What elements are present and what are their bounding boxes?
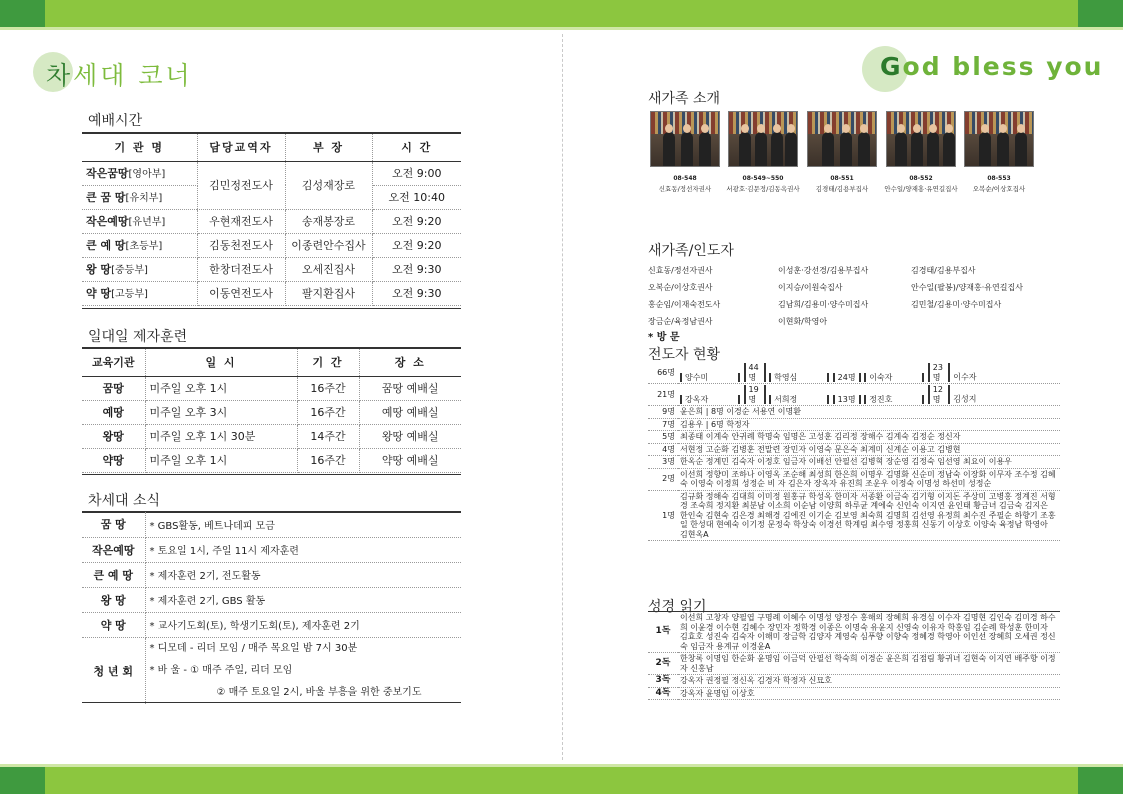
count-cell: 3명 — [648, 456, 678, 469]
names-cell: 강옥자 윤명임 이상호 — [678, 687, 1060, 700]
table-row — [648, 675, 1060, 688]
org-cell: 꿈 땅 — [82, 512, 145, 537]
photo-caption: 김경태/김용부집사 — [815, 185, 869, 193]
table-row — [648, 362, 1060, 384]
person-name: 김성지 — [953, 394, 977, 404]
photo-number: 08-549~550 — [742, 175, 784, 182]
section-rule — [82, 308, 461, 309]
table-row — [82, 637, 461, 704]
photo-caption: 오복순/이상호집사 — [972, 185, 1026, 193]
evangelist-entry: 신효동/정선자권사 — [648, 266, 713, 275]
head-cell: 오세진집사 — [285, 257, 372, 281]
names-cell: 이선희 고창자 양필엽 구명례 이혜수 이명성 양정수 홍해의 장혜희 유경심 이수자 김명현 김인숙 김미경 하수희 이윤경 이수현 김혜수 장민자 정학경 이종은 이명숙 유윤지 신영숙 이유자 학홍임 김순례 학성훈 한미자 김효호 성진숙 김숙자 이해미 장금학 김양자 계영숙 심푸향 이향숙 정혜경 학영아 이인선 장혜희 오세권 정신숙 임금자 용계규 이경윤A — [678, 612, 1060, 653]
time-cell: 오전 9:20 — [372, 209, 461, 233]
count-cell: 2명 — [648, 468, 678, 490]
col-header: 교육기관 — [82, 349, 145, 376]
photo-caption: 신효동/정선자권사 — [658, 185, 712, 193]
table-row — [648, 406, 1060, 419]
evangelist-entry: 오복순/이상호권사 — [648, 283, 713, 292]
org-cell: 큰 예 땅 — [82, 562, 145, 587]
family-photo — [886, 111, 956, 167]
count-label: 13명 — [833, 395, 861, 405]
training-table — [82, 349, 461, 473]
place-cell: 왕땅 예배실 — [359, 424, 461, 448]
corner-block — [1078, 0, 1123, 30]
table-row — [648, 384, 1060, 406]
youth-line: ② 매주 토요일 2시, 바울 부흥을 위한 중보기도 — [216, 686, 422, 698]
names-cell — [678, 384, 1060, 406]
heading-rest: 세대 코너 — [73, 61, 193, 90]
time-cell: 오전 9:30 — [372, 281, 461, 305]
person-name: 이숙자 — [864, 373, 924, 383]
table-row — [82, 448, 461, 472]
col-header: 기 간 — [297, 349, 359, 376]
youth-news — [145, 637, 461, 704]
person-name: 학영심 — [769, 373, 829, 383]
heading-first-letter: G — [880, 52, 903, 81]
photo-number: 08-551 — [830, 175, 854, 182]
table-row — [82, 512, 461, 537]
page-divider — [562, 34, 563, 760]
names-cell: 서현정 고순화 김병훈 전말련 장민자 이영숙 문은숙 최계미 신계순 이용고 김병현 — [678, 443, 1060, 456]
person-name: 이수자 — [953, 372, 977, 382]
table-row — [648, 612, 1060, 653]
table-row — [648, 653, 1060, 675]
org-name: 왕 땅[중등부] — [82, 257, 197, 281]
news-table — [82, 512, 461, 704]
news-text: * 제자훈련 2기, GBS 활동 — [145, 587, 461, 612]
photo-number: 08-553 — [987, 175, 1011, 182]
count-cell: 9명 — [648, 406, 678, 419]
org-name: 큰 예 땅[초등부] — [82, 233, 197, 257]
count-label: 12명 — [928, 385, 950, 404]
time-cell: 오전 9:00 — [372, 161, 461, 185]
evangelist-entry: 김민철/김용미·양수미집사 — [911, 300, 1002, 309]
org-cell: 작은예땅 — [82, 537, 145, 562]
duration-cell: 16주간 — [297, 376, 359, 400]
count-cell: 5명 — [648, 431, 678, 444]
count-label: 23명 — [928, 363, 950, 382]
head-cell: 송재봉장로 — [285, 209, 372, 233]
family-photo — [964, 111, 1034, 167]
table-row — [648, 443, 1060, 456]
head-cell: 팔지환집사 — [285, 281, 372, 305]
table-row — [82, 424, 461, 448]
heading-rest: od bless you — [902, 52, 1104, 81]
names-cell: 이선희 정향미 조하나 이영옥 조순해 최성희 한은희 이명우 김명화 신순미 정남숙 이장화 이무자 조수정 김혜숙 이영숙 이정희 성정순 비 자 김은자 장옥자 유진희 조운우 이정숙 이명성 하선미 성정순 — [678, 468, 1060, 490]
heading-first-letter: 차 — [46, 61, 74, 90]
count-cell: 66명 — [648, 362, 678, 384]
table-row — [82, 400, 461, 424]
youth-line: * 바 울 - ① 매주 주일, 리더 모임 — [149, 664, 293, 676]
person-name: 양수미 — [680, 373, 740, 383]
col-header: 부 장 — [285, 134, 372, 161]
pastor-cell: 김민정전도사 — [197, 161, 285, 209]
col-header: 담당교역자 — [197, 134, 285, 161]
when-cell: 미주일 오후 3시 — [145, 400, 297, 424]
photo-number: 08-552 — [909, 175, 933, 182]
right-page-heading — [880, 52, 1103, 81]
time-cell: 오전 9:20 — [372, 233, 461, 257]
new-family-title: 새가족 소개 — [648, 91, 721, 107]
duration-cell: 16주간 — [297, 448, 359, 472]
names-cell: 강옥자 권정필 정신옥 김경자 학정자 신묘호 — [678, 675, 1060, 688]
org-cell: 꿈땅 — [82, 376, 145, 400]
evangelism-title: 전도자 현황 — [648, 347, 721, 363]
col-header: 시 간 — [372, 134, 461, 161]
visit-label: * 방 문 — [648, 332, 680, 343]
evangelist-entry: 김경태/김용부집사 — [911, 266, 976, 275]
count-cell: 1명 — [648, 490, 678, 541]
names-cell: 최종태 이계숙 안귀례 학명숙 임명은 고성훈 김리정 장해수 김계숙 김정순 정신자 — [678, 431, 1060, 444]
org-cell: 왕땅 — [82, 424, 145, 448]
youth-line: * 디모데 - 리더 모임 / 매주 목요일 밤 7시 30분 — [149, 642, 358, 654]
org-cell: 약 땅 — [82, 612, 145, 637]
names-cell: 한옥순 정계민 김숙자 이정호 임금자 이배선 안필선 김병혁 장순영 김정숙 임선영 최요이 이용우 — [678, 456, 1060, 469]
evangelist-entry: 안수일(팔봉)/양재홍·유연길집사 — [911, 283, 1023, 292]
left-page-heading — [46, 56, 193, 92]
person-name: 서희정 — [769, 395, 829, 405]
reading-count: 2독 — [648, 653, 678, 675]
top-banner — [0, 0, 1123, 30]
col-header: 장 소 — [359, 349, 461, 376]
col-header: 일 시 — [145, 349, 297, 376]
table-row — [648, 418, 1060, 431]
pastor-cell: 김동천전도사 — [197, 233, 285, 257]
family-photo — [650, 111, 720, 167]
names-cell: 윤은희 | 8명 이경순 서용연 이명환 — [678, 406, 1060, 419]
bottom-banner — [0, 764, 1123, 794]
table-row — [82, 257, 461, 281]
worship-table — [82, 134, 461, 306]
table-row — [648, 468, 1060, 490]
place-cell: 꿈땅 예배실 — [359, 376, 461, 400]
count-cell: 7명 — [648, 418, 678, 431]
table-row — [648, 687, 1060, 700]
when-cell: 미주일 오후 1시 30분 — [145, 424, 297, 448]
org-name: 작은예땅[유년부] — [82, 209, 197, 233]
names-cell: 김규화 정해숙 김대희 이미정 원홍규 학성옥 한미자 서종환 이금숙 김기형 이지돈 주상미 고병홍 정계진 서형경 조숙희 정지환 최분남 이소희 이순남 이양희 하루균 계에숙 신인숙 이지연 윤인태 황금녀 김금숙 김지은 한인숙 김현숙 김은경 최해경 김에진 이기순 김보영 최숙희 김명희 김선영 유정희 최수진 주필순 하향기 조홍일 한성대 현예숙 이기정 문정숙 학상숙 이경선 학계림 최수영 정홍희 신동기 이상호 이양숙 육정남 학영아 김현옥A — [678, 490, 1060, 541]
org-cell: 왕 땅 — [82, 587, 145, 612]
evangelist-entry: 김남희/김용미·양수미집사 — [778, 300, 869, 309]
table-row — [648, 456, 1060, 469]
reading-title: 성경 읽기 — [648, 599, 707, 615]
table-row — [82, 281, 461, 305]
family-photo — [728, 111, 798, 167]
duration-cell: 14주간 — [297, 424, 359, 448]
news-text: * 제자훈련 2기, 전도활동 — [145, 562, 461, 587]
photo-caption: 서광호·김문정/김동옥권사 — [726, 185, 800, 193]
org-cell: 약땅 — [82, 448, 145, 472]
evangelism-table — [648, 362, 1060, 541]
corner-block — [1078, 764, 1123, 794]
when-cell: 미주일 오후 1시 — [145, 448, 297, 472]
evangelist-entry: 이성훈·강선경/김용부집사 — [778, 266, 869, 275]
table-row — [82, 562, 461, 587]
news-text: * 토요일 1시, 주일 11시 제자훈련 — [145, 537, 461, 562]
corner-block — [0, 764, 45, 794]
org-name: 큰 꿈 땅[유치부] — [82, 185, 197, 209]
time-cell: 오전 9:30 — [372, 257, 461, 281]
evangelist-entry: 이현화/학영아 — [778, 317, 828, 326]
table-row — [648, 490, 1060, 541]
reading-count: 3독 — [648, 675, 678, 688]
evangelist-entry: 홍순임/이재숙전도사 — [648, 300, 721, 309]
corner-block — [0, 0, 45, 30]
org-cell: 예땅 — [82, 400, 145, 424]
time-cell: 오전 10:40 — [372, 185, 461, 209]
table-row — [82, 587, 461, 612]
worship-title: 예배시간 — [88, 113, 143, 129]
table-row — [82, 376, 461, 400]
banner-stripe — [0, 764, 1123, 767]
training-title: 일대일 제자훈련 — [88, 329, 188, 345]
family-photo — [807, 111, 877, 167]
place-cell: 예땅 예배실 — [359, 400, 461, 424]
evangelist-entry: 이지승/이원숙집사 — [778, 283, 843, 292]
table-row — [82, 233, 461, 257]
count-cell: 21명 — [648, 384, 678, 406]
table-row — [82, 209, 461, 233]
count-label: 44명 — [744, 363, 766, 382]
banner-stripe — [0, 27, 1123, 30]
table-row — [82, 612, 461, 637]
org-name: 약 땅[고등부] — [82, 281, 197, 305]
when-cell: 미주일 오후 1시 — [145, 376, 297, 400]
org-cell: 청 년 회 — [82, 637, 145, 704]
count-label: 24명 — [833, 373, 861, 383]
evangelists-title: 새가족/인도자 — [648, 243, 734, 259]
reading-count: 4독 — [648, 687, 678, 700]
org-name: 작은꿈땅[영아부] — [82, 161, 197, 185]
section-rule — [82, 702, 461, 703]
place-cell: 약땅 예배실 — [359, 448, 461, 472]
news-text: * 교사기도회(토), 학생기도회(토), 제자훈련 2기 — [145, 612, 461, 637]
reading-table — [648, 612, 1060, 700]
col-header: 기 관 명 — [82, 134, 197, 161]
count-label: 19명 — [744, 385, 766, 404]
person-name: 정진호 — [864, 395, 924, 405]
photo-caption: 안수일/양재홍·유연길집사 — [884, 185, 958, 193]
pastor-cell: 한창더전도사 — [197, 257, 285, 281]
evangelist-entry: 장금순/육정남권사 — [648, 317, 713, 326]
section-rule — [82, 474, 461, 475]
table-row — [648, 431, 1060, 444]
person-name: 강옥자 — [680, 395, 740, 405]
duration-cell: 16주간 — [297, 400, 359, 424]
reading-count: 1독 — [648, 612, 678, 653]
news-text: * GBS활동, 베트나데피 모금 — [145, 512, 461, 537]
count-cell: 4명 — [648, 443, 678, 456]
names-cell: 한창록 이명임 한순화 윤명임 이금덕 안필선 학숙희 이경순 윤은희 김점림 황귀녀 김현숙 이지연 배주향 이정자 신홍남 — [678, 653, 1060, 675]
names-cell — [678, 362, 1060, 384]
head-cell: 이종련안수집사 — [285, 233, 372, 257]
head-cell: 김성재장로 — [285, 161, 372, 209]
table-row — [82, 161, 461, 185]
names-cell: 김용우 | 6명 학정자 — [678, 418, 1060, 431]
pastor-cell: 이동연전도사 — [197, 281, 285, 305]
table-row — [82, 537, 461, 562]
pastor-cell: 우현재전도사 — [197, 209, 285, 233]
photo-number: 08-548 — [673, 175, 697, 182]
news-title: 차세대 소식 — [88, 493, 161, 509]
